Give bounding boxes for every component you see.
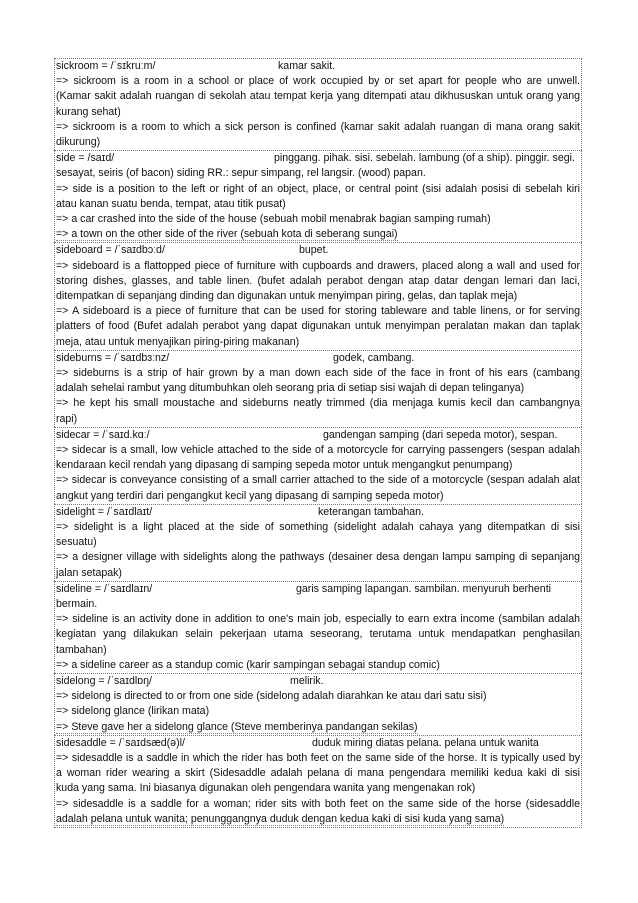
definition-line: meja, atau untuk menyajikan piring-piring makanan) bbox=[56, 335, 300, 348]
headword-meaning: pinggang. pihak. sisi. sebelah. lambung (of a ship). pinggir. segi. bbox=[274, 152, 575, 165]
definition-line: => sickroom is a room to which a sick person is confined (kamar sakit adalah ruangan di mana orang sakit bbox=[56, 120, 580, 133]
entry-header bbox=[56, 736, 580, 751]
entry-header bbox=[56, 582, 580, 597]
definition-line: jalan setapak) bbox=[56, 566, 122, 579]
dictionary-page bbox=[54, 58, 582, 828]
headword-pronunciation: side = /saɪd/ bbox=[56, 152, 115, 165]
definition-line: adalah pelana untuk wanita; penunggangnya duduk dengan kedua kaki di sisi kuda yang sama) bbox=[56, 812, 505, 825]
dictionary-entry bbox=[54, 58, 582, 150]
definition-line: kegiatan yang dilakukan selain pekerjaan utama seseorang, terutama untuk mendapatkan penghasilan bbox=[56, 628, 580, 641]
headword-meaning: bupet. bbox=[299, 244, 329, 257]
headword-pronunciation: sideline = /ˈsaɪdlaɪn/ bbox=[56, 582, 153, 595]
entry-header bbox=[56, 243, 580, 258]
definition-line: => sideburns is a strip of hair grown by a man down each side of the face in front of his ears (cambang bbox=[56, 367, 580, 379]
definition-line: => a sideline career as a standup comic (karir sampingan sebagai standup comic) bbox=[56, 658, 440, 671]
definition-line: kendaraan kecil rendah yang dipasang di samping sepeda motor untuk mengangkut penumpang) bbox=[56, 459, 513, 472]
definition-line: sesayat, seiris (of bacon) siding RR.: sepur simpang, rel langsir. (wood) papan. bbox=[56, 167, 426, 180]
entry-header bbox=[56, 428, 580, 443]
definition-line: (Kamar sakit adalah ruangan di sekolah atau tempat kerja yang ditempati atau dikhususkan untuk orang yang bbox=[56, 90, 580, 103]
definition-line: ditempatkan di sepanjang dinding dan digunakan untuk menyimpan piring, gelas, dan taplak meja) bbox=[56, 290, 518, 302]
meaning-continuation: bermain. bbox=[56, 598, 98, 610]
headword-pronunciation: sidelong = /ˈsaɪdlɒŋ/ bbox=[56, 675, 152, 688]
entry-header bbox=[56, 351, 580, 366]
definition-line: angkut yang terdiri dari pengangkut kecil yang dipasang di samping sepeda motor) bbox=[56, 489, 444, 502]
definition-line: => sidelong glance (lirikan mata) bbox=[56, 705, 210, 718]
headword-meaning: keterangan tambahan. bbox=[318, 505, 425, 518]
dictionary-entry bbox=[54, 350, 582, 427]
headword-pronunciation: sickroom = /ˈsɪkruːm/ bbox=[56, 60, 156, 72]
headword-pronunciation: sidesaddle = /ˈsaɪdsæd(ə)l/ bbox=[56, 736, 185, 749]
headword-meaning: gandengan samping (dari sepeda motor), sespan. bbox=[323, 428, 558, 441]
dictionary-entry bbox=[54, 504, 582, 581]
dictionary-entry bbox=[54, 242, 582, 349]
headword-meaning: godek, cambang. bbox=[333, 351, 415, 364]
definition-line: => sidelong is directed to or from one side (sidelong adalah diarahkan ke atau dari satu sisi) bbox=[56, 690, 487, 703]
dictionary-entry bbox=[54, 581, 582, 673]
headword-pronunciation: sideburns = /ˈsaɪdbɜːnz/ bbox=[56, 351, 170, 364]
definition-line: tambahan) bbox=[56, 643, 107, 656]
entry-header bbox=[56, 151, 580, 166]
definition-line: dikurung) bbox=[56, 136, 101, 148]
dictionary-entry bbox=[54, 735, 582, 828]
definition-line: kuda yang sama. Ini biasanya digunakan oleh pengendara wanita yang mengenakan rok) bbox=[56, 782, 476, 795]
definition-line: storing dishes, glasses, and table linen. (bufet adalah perabot dengan atap datar dengan lemari dan laci, bbox=[56, 274, 580, 287]
headword-pronunciation: sidelight = /ˈsaɪdlaɪt/ bbox=[56, 505, 153, 518]
definition-line: => A sideboard is a piece of furniture that can be used for storing tableware and table linens, or for serving bbox=[56, 305, 580, 318]
definition-line: => a designer village with sidelights along the pathways (desainer desa dengan lampu samping di sepanjang bbox=[56, 551, 580, 564]
entry-header bbox=[56, 674, 580, 689]
headword-pronunciation: sideboard = /ˈsaɪdbɔːd/ bbox=[56, 244, 165, 257]
definition-line: => sideboard is a flattopped piece of furniture with cupboards and drawers, placed along a wall and used for bbox=[56, 259, 580, 272]
definition-line: => side is a position to the left or right of an object, place, or central point (sisi adalah posisi di sebelah kiri bbox=[56, 182, 580, 195]
definition-line: platters of food (Bufet adalah perabot yang dapat digunakan untuk menyimpan peralatan makan dan taplak bbox=[56, 320, 580, 333]
definition-line: => he kept his small moustache and sideburns neatly trimmed (dia menjaga kumis kecil dan cambangnya bbox=[56, 397, 580, 410]
definition-line: a woman rider wearing a skirt (Sidesaddle adalah pelana di mana pengendara memiliki kedua kaki di sisi bbox=[56, 767, 580, 780]
definition-line: kurang sehat) bbox=[56, 105, 121, 118]
definition-line: => sidelight is a light placed at the side of something (sidelight adalah cahaya yang ditempatkan di sisi bbox=[56, 521, 580, 533]
dictionary-entry bbox=[54, 673, 582, 735]
headword-meaning: melirik. bbox=[290, 675, 324, 688]
headword-meaning: duduk miring diatas pelana. pelana untuk wanita bbox=[312, 736, 539, 749]
definition-line: rapi) bbox=[56, 412, 78, 425]
headword-meaning: kamar sakit. bbox=[278, 60, 336, 72]
dictionary-entry bbox=[54, 427, 582, 504]
definition-line: adalah sehelai rambut yang ditumbuhkan oleh seorang pria di setiap sisi wajah di depan telinganya) bbox=[56, 382, 525, 395]
headword-pronunciation: sidecar = /ˈsaɪd.kɑː/ bbox=[56, 428, 150, 441]
definition-line: sesuatu) bbox=[56, 536, 97, 549]
definition-line: => sideline is an activity done in addition to one's main job, especially to earn extra income (sambilan adalah bbox=[56, 613, 580, 626]
definition-line: => a town on the other side of the river (sebuah kota di seberang sungai) bbox=[56, 228, 398, 241]
entry-header bbox=[56, 59, 580, 74]
definition-line: => sickroom is a room in a school or place of work occupied by or set apart for people who are unwell. bbox=[56, 75, 580, 88]
headword-meaning: garis samping lapangan. sambilan. menyuruh berhenti bbox=[296, 582, 551, 595]
definition-line: => sidesaddle is a saddle in which the rider has both feet on the same side of the horse. It is typically used by bbox=[56, 752, 580, 764]
dictionary-entry bbox=[54, 150, 582, 242]
definition-line: => sidecar is a small, low vehicle attached to the side of a motorcycle for carrying passengers (sespan adalah bbox=[56, 444, 580, 456]
entry-header bbox=[56, 505, 580, 520]
definition-line: atau kanan suatu benda, tempat, atau titik pusat) bbox=[56, 197, 286, 210]
definition-line: => sidecar is conveyance consisting of a small carrier attached to the side of a motorcycle (sespan adalah alat bbox=[56, 474, 580, 487]
definition-line: => sidesaddle is a saddle for a woman; rider sits with both feet on the same side of the horse (sidesaddle bbox=[56, 797, 580, 810]
definition-line: => Steve gave her a sidelong glance (Steve memberinya pandangan sekilas) bbox=[56, 720, 418, 733]
definition-line: => a car crashed into the side of the house (sebuah mobil menabrak bagian samping rumah) bbox=[56, 213, 491, 225]
